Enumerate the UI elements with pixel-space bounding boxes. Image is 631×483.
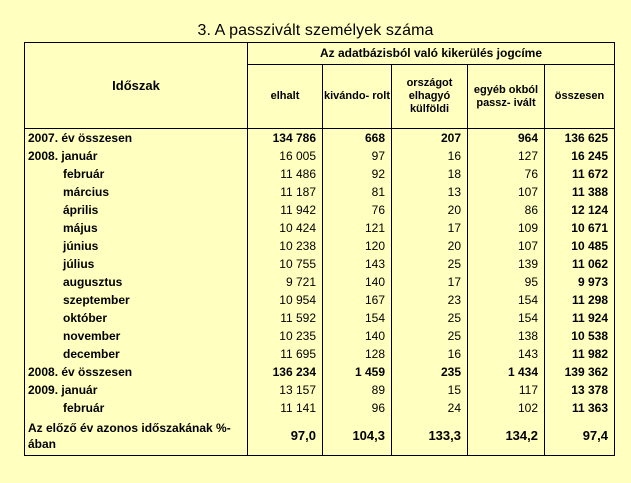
table-cell: 81	[323, 183, 392, 201]
table-cell: 167	[323, 291, 392, 309]
table-cell: 96	[323, 399, 392, 417]
table-cell: 76	[323, 201, 392, 219]
table-cell: 9 973	[545, 273, 615, 291]
table-cell: 136 625	[545, 129, 615, 148]
table-cell: 10 755	[248, 255, 323, 273]
table-cell: 107	[468, 183, 545, 201]
table-cell: 1 459	[323, 363, 392, 381]
table-cell: 20	[392, 201, 468, 219]
table-cell: 9 721	[248, 273, 323, 291]
row-label: december	[25, 345, 248, 363]
col-header-elhalt: elhalt	[248, 65, 323, 129]
table-cell: 11 592	[248, 309, 323, 327]
table-cell: 10 954	[248, 291, 323, 309]
table-cell: 207	[392, 129, 468, 148]
table-row	[25, 219, 615, 237]
table-cell: 11 363	[545, 399, 615, 417]
col-header-egyeb: egyéb okból passz- ivált	[468, 65, 545, 129]
table-cell: 11 187	[248, 183, 323, 201]
table-row	[25, 255, 615, 273]
table-cell: 143	[323, 255, 392, 273]
table-cell: 11 141	[248, 399, 323, 417]
row-label: április	[25, 201, 248, 219]
table-row	[25, 201, 615, 219]
table-cell: 10 671	[545, 219, 615, 237]
table-cell: 134 786	[248, 129, 323, 148]
table-cell: 16 245	[545, 147, 615, 165]
table-cell: 25	[392, 327, 468, 345]
period-header: Időszak	[25, 43, 248, 129]
table-cell: 97	[323, 147, 392, 165]
table-row	[25, 273, 615, 291]
table-cell: 10 485	[545, 237, 615, 255]
table-cell: 11 924	[545, 309, 615, 327]
table-cell: 20	[392, 237, 468, 255]
table-cell: 107	[468, 237, 545, 255]
table-body	[25, 129, 615, 418]
table-row	[25, 327, 615, 345]
table-cell: 76	[468, 165, 545, 183]
table-cell: 964	[468, 129, 545, 148]
table-cell: 121	[323, 219, 392, 237]
table-cell: 109	[468, 219, 545, 237]
table-row	[25, 237, 615, 255]
table-cell: 92	[323, 165, 392, 183]
table-row	[25, 363, 615, 381]
table-row	[25, 129, 615, 148]
table-cell: 127	[468, 147, 545, 165]
table-cell: 13	[392, 183, 468, 201]
row-label: szeptember	[25, 291, 248, 309]
group-header: Az adatbázisból való kikerülés jogcíme	[248, 43, 615, 65]
table-cell: 16	[392, 345, 468, 363]
table-cell: 154	[468, 291, 545, 309]
table-cell: 13 378	[545, 381, 615, 399]
table-row	[25, 291, 615, 309]
row-label: október	[25, 309, 248, 327]
percent-cell: 104,3	[323, 417, 392, 455]
row-label: 2008. január	[25, 147, 248, 165]
table-cell: 89	[323, 381, 392, 399]
table-cell: 10 238	[248, 237, 323, 255]
table-cell: 1 434	[468, 363, 545, 381]
row-label: 2008. év összesen	[25, 363, 248, 381]
table-cell: 668	[323, 129, 392, 148]
percent-cell: 97,4	[545, 417, 615, 455]
table-cell: 13 157	[248, 381, 323, 399]
row-label: november	[25, 327, 248, 345]
percent-cell: 97,0	[248, 417, 323, 455]
table-row	[25, 381, 615, 399]
table-row	[25, 165, 615, 183]
table-cell: 128	[323, 345, 392, 363]
table-cell: 140	[323, 327, 392, 345]
table-title: 3. A passzivált személyek száma	[197, 22, 434, 39]
table-cell: 25	[392, 255, 468, 273]
table-cell: 11 672	[545, 165, 615, 183]
table-cell: 11 695	[248, 345, 323, 363]
table-cell: 17	[392, 273, 468, 291]
table-cell: 15	[392, 381, 468, 399]
table-cell: 16	[392, 147, 468, 165]
percent-row-label: Az előző év azonos időszakának %-ában	[25, 417, 248, 455]
row-label: május	[25, 219, 248, 237]
table-cell: 138	[468, 327, 545, 345]
table-cell: 154	[323, 309, 392, 327]
table-row	[25, 345, 615, 363]
table-cell: 11 486	[248, 165, 323, 183]
table-cell: 23	[392, 291, 468, 309]
percent-cell: 134,2	[468, 417, 545, 455]
table-cell: 11 942	[248, 201, 323, 219]
table-cell: 10 235	[248, 327, 323, 345]
table-cell: 140	[323, 273, 392, 291]
row-label: február	[25, 399, 248, 417]
table-cell: 86	[468, 201, 545, 219]
col-header-osszesen: összesen	[545, 65, 615, 129]
table-row	[25, 147, 615, 165]
row-label: 2007. év összesen	[25, 129, 248, 148]
table-row	[25, 309, 615, 327]
table-cell: 12 124	[545, 201, 615, 219]
table-cell: 154	[468, 309, 545, 327]
row-label: július	[25, 255, 248, 273]
table-cell: 143	[468, 345, 545, 363]
table-cell: 136 234	[248, 363, 323, 381]
table-cell: 11 298	[545, 291, 615, 309]
table-cell: 11 062	[545, 255, 615, 273]
table-cell: 120	[323, 237, 392, 255]
percent-cell: 133,3	[392, 417, 468, 455]
table-cell: 17	[392, 219, 468, 237]
table-cell: 10 538	[545, 327, 615, 345]
table-row	[25, 183, 615, 201]
table-cell: 102	[468, 399, 545, 417]
table-cell: 18	[392, 165, 468, 183]
table-cell: 95	[468, 273, 545, 291]
table-cell: 16 005	[248, 147, 323, 165]
row-label: augusztus	[25, 273, 248, 291]
table-cell: 139	[468, 255, 545, 273]
row-label: 2009. január	[25, 381, 248, 399]
table-cell: 11 388	[545, 183, 615, 201]
table-cell: 11 982	[545, 345, 615, 363]
col-header-orszagot-elhagyo: országot elhagyó külföldi	[392, 65, 468, 129]
table-cell: 117	[468, 381, 545, 399]
row-label: június	[25, 237, 248, 255]
table-cell: 24	[392, 399, 468, 417]
table-cell: 10 424	[248, 219, 323, 237]
col-header-kivandorolt: kivándo- rolt	[323, 65, 392, 129]
table-cell: 139 362	[545, 363, 615, 381]
data-table	[24, 42, 615, 456]
table-cell: 235	[392, 363, 468, 381]
row-label: február	[25, 165, 248, 183]
table-cell: 25	[392, 309, 468, 327]
table-row	[25, 399, 615, 417]
row-label: március	[25, 183, 248, 201]
